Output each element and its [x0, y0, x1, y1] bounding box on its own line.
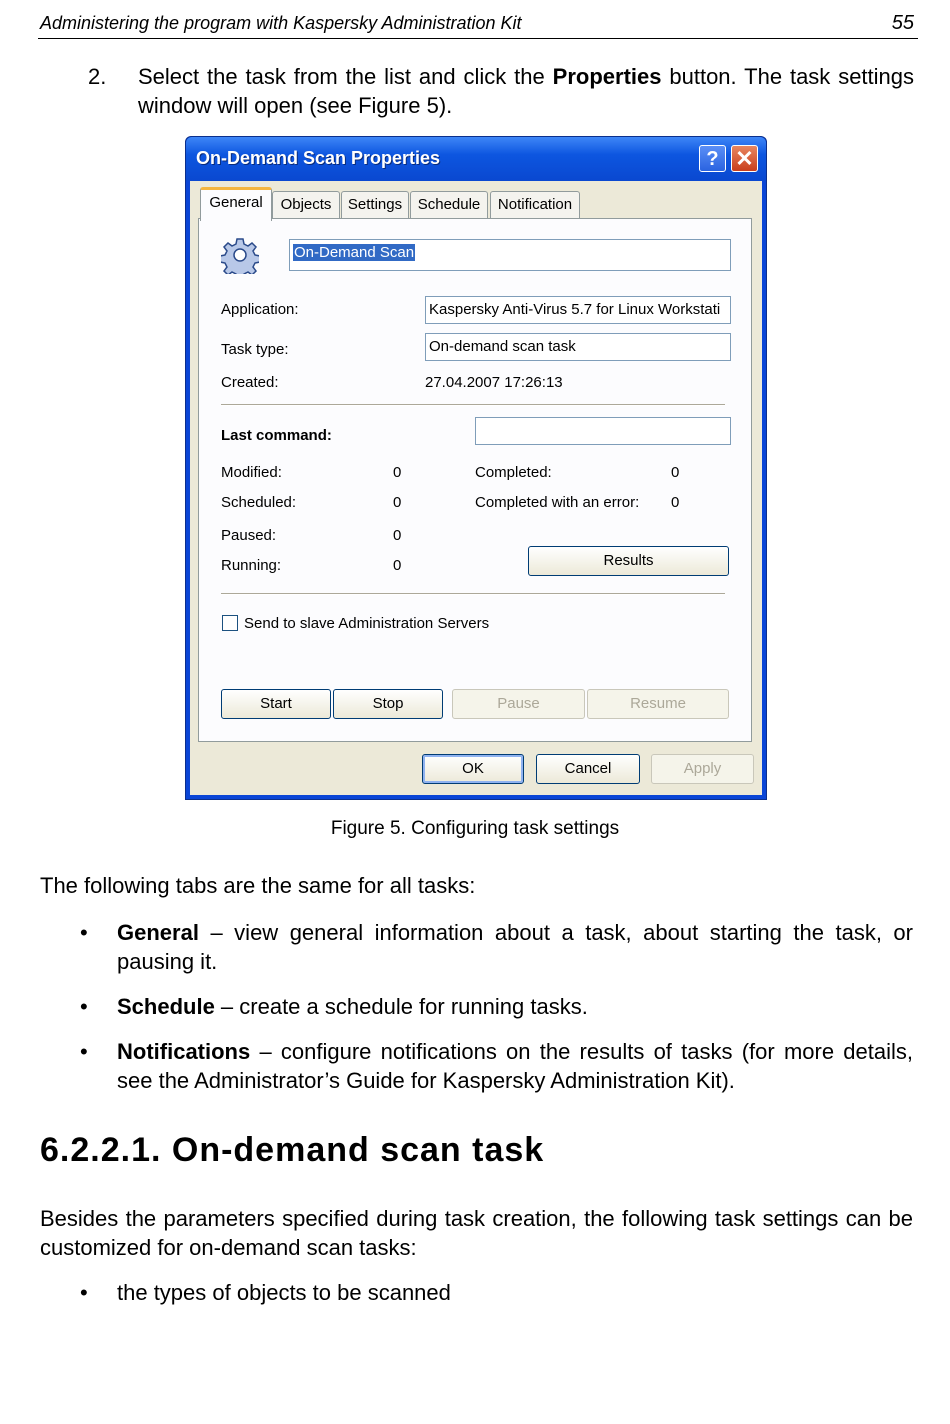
send-to-slave-label: Send to slave Administration Servers [244, 615, 490, 632]
pause-button[interactable]: Pause [452, 689, 585, 719]
step-number: 2. [88, 64, 107, 89]
general-tab-pane [198, 218, 752, 742]
results-button[interactable]: Results [528, 546, 729, 576]
list-item-term: General [117, 920, 199, 945]
divider [221, 404, 725, 406]
task-type-label: Task type: [221, 341, 289, 358]
close-button[interactable]: ✕ [731, 145, 758, 172]
list-item [117, 1037, 913, 1095]
task-type-field: On-demand scan task [425, 333, 731, 361]
bullet-icon: • [80, 920, 88, 945]
bullet-icon: • [80, 1280, 88, 1305]
modified-label: Modified: [221, 464, 282, 481]
completed-label: Completed: [475, 464, 552, 481]
created-value: 27.04.2007 17:26:13 [425, 374, 563, 391]
paused-label: Paused: [221, 527, 277, 544]
list-item-term: Schedule [117, 994, 215, 1019]
list-item [117, 918, 913, 976]
modified-value: 0 [393, 464, 402, 481]
list-item-term: Notifications [117, 1039, 251, 1064]
apply-button[interactable]: Apply [651, 754, 754, 784]
figure-caption: Figure 5. Configuring task settings [330, 818, 620, 839]
cancel-button[interactable]: Cancel [536, 754, 640, 784]
task-name-field[interactable] [289, 239, 731, 271]
section-heading: 6.2.2.1. On-demand scan task [40, 1131, 545, 1169]
page-number: 55 [891, 12, 914, 34]
dialog-titlebar [186, 137, 766, 181]
step-text-before: Select the task from the list and click the [138, 64, 553, 89]
list-item-desc: – configure notifications on the results of tasks (for more details, see the Administrator’s Guide for Kaspersky Administration Kit). [117, 1039, 913, 1093]
paused-value: 0 [393, 527, 402, 544]
section-intro: Besides the parameters specified during task creation, the following task settings can be customized for on-demand scan tasks: [40, 1206, 913, 1260]
step-text-after: button. The task settings window will open (see Figure 5). [138, 64, 915, 118]
step-text [138, 62, 914, 120]
scheduled-label: Scheduled: [221, 494, 297, 511]
bullet-icon: • [80, 994, 88, 1019]
properties-dialog [185, 136, 767, 800]
send-to-slave-checkbox[interactable] [222, 615, 238, 631]
gear-icon [221, 236, 259, 274]
completed-error-label: Completed with an error: [475, 494, 640, 511]
tab-schedule[interactable]: Schedule [410, 191, 488, 219]
created-label: Created: [221, 374, 279, 391]
tabs-intro: The following tabs are the same for all tasks: [40, 873, 476, 898]
help-button[interactable]: ? [699, 145, 726, 172]
step-text-bold: Properties [552, 64, 662, 89]
task-name-value: On-Demand Scan [294, 244, 415, 261]
scheduled-value: 0 [393, 494, 402, 511]
running-header [38, 12, 918, 39]
ok-button[interactable]: OK [422, 754, 524, 784]
stop-button[interactable]: Stop [333, 689, 443, 719]
tab-settings[interactable]: Settings [341, 191, 409, 219]
list-item: the types of objects to be scanned [117, 1280, 451, 1305]
dialog-title: On-Demand Scan Properties [196, 148, 441, 168]
list-item-desc: – create a schedule for running tasks. [214, 994, 588, 1019]
completed-value: 0 [671, 464, 680, 481]
divider-2 [221, 593, 725, 595]
tab-notification[interactable]: Notification [490, 191, 580, 219]
application-field: Kaspersky Anti-Virus 5.7 for Linux Workstati [425, 296, 731, 324]
application-label: Application: [221, 301, 299, 318]
tab-general[interactable]: General [200, 187, 272, 221]
start-button[interactable]: Start [221, 689, 331, 719]
tab-objects[interactable]: Objects [272, 191, 340, 219]
list-item [117, 992, 913, 1021]
running-label: Running: [221, 557, 282, 574]
last-command-label: Last command: [221, 427, 332, 444]
running-header-title: Administering the program with Kaspersky Administration Kit [40, 13, 522, 33]
resume-button[interactable]: Resume [587, 689, 729, 719]
running-value: 0 [393, 557, 402, 574]
list-item-desc: – view general information about a task, about starting the task, or pausing it. [117, 920, 913, 974]
dialog-body [190, 181, 762, 795]
last-command-field [475, 417, 731, 445]
completed-error-value: 0 [671, 494, 680, 511]
bullet-icon: • [80, 1039, 88, 1064]
